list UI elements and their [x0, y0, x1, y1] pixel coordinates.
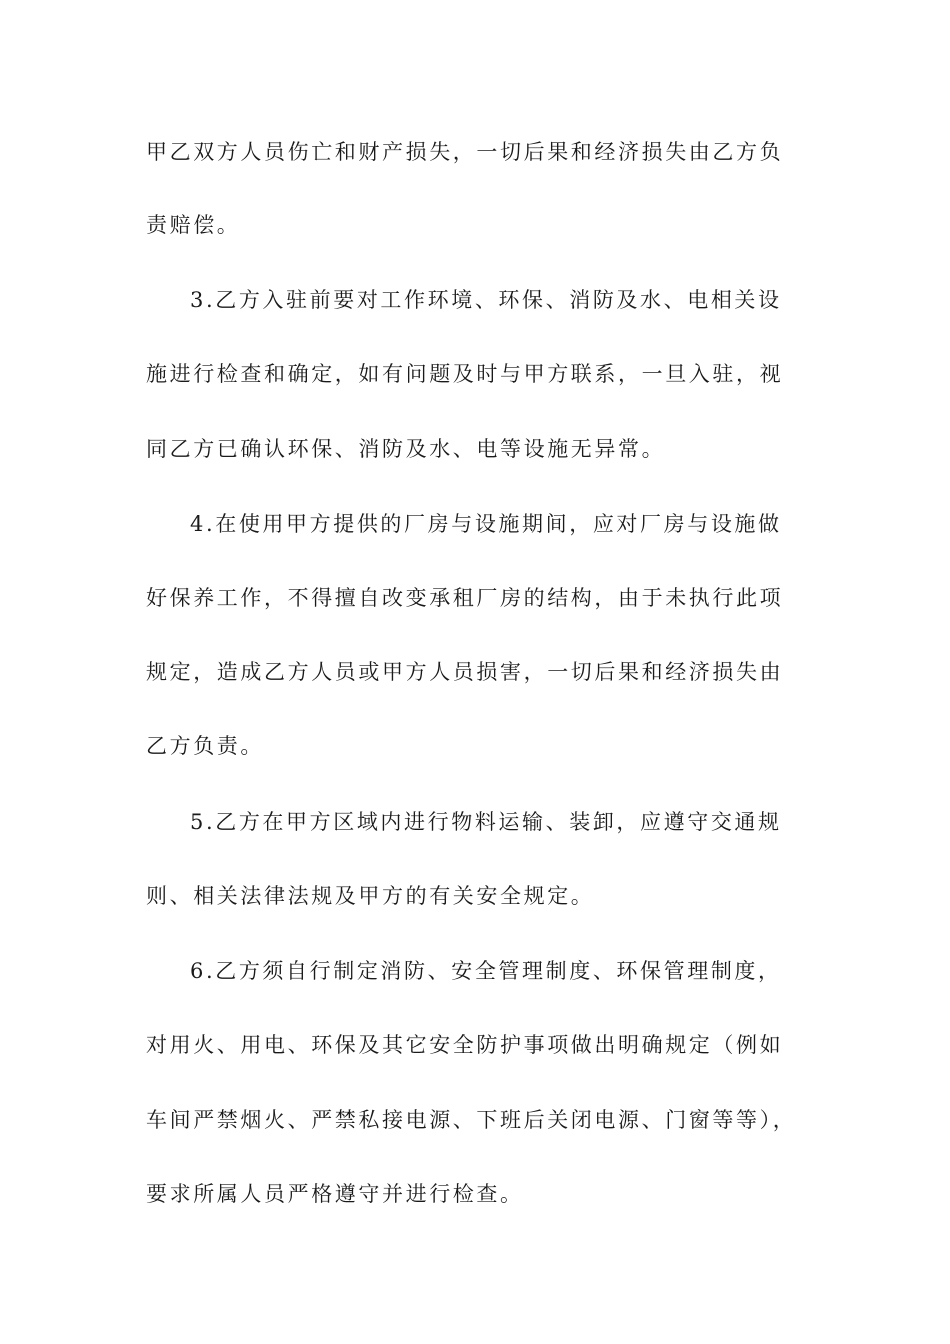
text-line: 甲乙双方人员伤亡和财产损失，一切后果和经济损失由乙方负 [146, 140, 784, 164]
text-line: 施进行检查和确定，如有问题及时与甲方联系，一旦入驻，视 [146, 362, 784, 386]
text-line: 乙方负责。 [146, 734, 264, 758]
text-line: 则、相关法律法规及甲方的有关安全规定。 [146, 884, 595, 908]
text-line: 好保养工作，不得擅自改变承租厂房的结构，由于未执行此项 [146, 586, 784, 610]
paragraph-start-line: 6.乙方须自行制定消防、安全管理制度、环保管理制度， [190, 959, 782, 983]
text-line: 要求所属人员严格遵守并进行检查。 [146, 1182, 524, 1206]
paragraph-start-line: 3.乙方入驻前要对工作环境、环保、消防及水、电相关设 [190, 288, 782, 312]
text-line: 对用火、用电、环保及其它安全防护事项做出明确规定（例如 [146, 1033, 784, 1057]
text-line: 车间严禁烟火、严禁私接电源、下班后关闭电源、门窗等等）， [146, 1108, 797, 1132]
paragraph-start-line: 4.在使用甲方提供的厂房与设施期间，应对厂房与设施做 [190, 512, 782, 536]
text-line: 同乙方已确认环保、消防及水、电等设施无异常。 [146, 437, 666, 461]
text-line: 规定，造成乙方人员或甲方人员损害，一切后果和经济损失由 [146, 660, 784, 684]
paragraph-start-line: 5.乙方在甲方区域内进行物料运输、装卸，应遵守交通规 [190, 810, 782, 834]
text-line: 责赔偿。 [146, 213, 241, 237]
